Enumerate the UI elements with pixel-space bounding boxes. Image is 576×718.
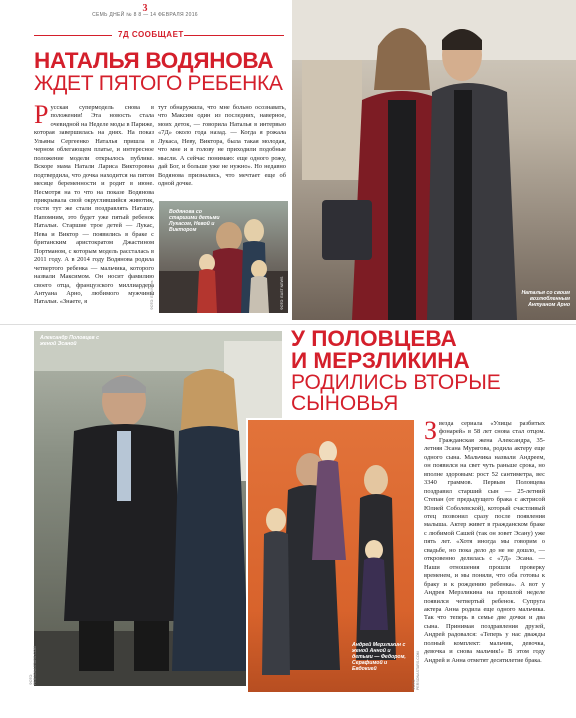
story2-subtitle-line1: РОДИЛИСЬ ВТОРЫЕ (291, 371, 501, 394)
rubric-rule-right (184, 35, 284, 36)
photo-vodyanova-kids (159, 201, 288, 313)
section-divider (0, 324, 576, 325)
story1-text-2: тут обнаружила, что мне больно осознавать, что Максим один из последних, наверное, моих деток, — говорила Наталья в интервью «7Д» около года назад. — Когда я рожала Лукаса, Неву, Виктора, была такая молодая, что мне и в голову не приходили подобные мысли. А сейчас понимаю: еще одного рожу, дай Бог, и больше уже не нужно». Но недавно Водянова признались, что мечтает еще об одной дочке. (158, 104, 286, 188)
photo-kids-caption: Водянова со старшими детьми Лукасом, Невой и Виктором (169, 209, 220, 233)
photo-credit-4: ФОТО: PERSONASTARS.COM (412, 651, 420, 690)
story1-subtitle: ЖДЕТ ПЯТОГО РЕБЕНКА (34, 72, 283, 95)
page-number: 3 (142, 3, 148, 14)
story2-subtitle-line2: СЫНОВЬЯ (291, 392, 399, 415)
photo-credit-2: ФОТО: EAST NEWS (280, 276, 284, 310)
story1-title: НАТАЛЬЯ ВОДЯНОВА (34, 48, 274, 73)
photo-couple-caption: Наталья со своим возлюбленным Антуаном Арно (521, 290, 570, 308)
issue-header: СЕМЬ ДНЕЙ № 8 8 — 14 ФЕВРАЛЯ 2016 (92, 12, 198, 18)
rubric-label: 7Д СООБЩАЕТ (118, 30, 184, 39)
story2-dropcap: З (424, 420, 438, 445)
story2-title-line2: И МЕРЗЛИКИНА (291, 348, 470, 373)
story1-dropcap: Р (34, 104, 49, 129)
story1-column-2 (158, 104, 286, 199)
photo-polovtsev-pair (34, 331, 282, 686)
photo-pair-illustration (34, 331, 282, 686)
photo-pair-caption: Александр Половцев с женой Эсаной (40, 335, 99, 347)
photo-credit-3: ФОТО: PERSONASTARS.COM (29, 646, 37, 685)
photo-credit-1: ФОТО: East News (150, 280, 154, 310)
rubric-rule-left (34, 35, 112, 36)
photo-family-caption: Андрей Мерзликин с женой Анной и детьми — Федором, Серафимой и Евдокией (352, 642, 406, 672)
story1-text-1: усская супермодель снова в положении! Эта новость стала очевидной на Неделе моды в Париже, которая завершилась на днях. На показ Ульяны Сергеенко Наталья пришла в черном облегающем платье, и интересное положение модели открылось публике. Вскоре мама Натали Лариса Викторовна подтвердила, что дочка находится на пятом месяце беременности и родит в июне. Несмотря на то что на показе Водянова прикрывала свой округлившийся животик, гости тут же стали поздравлять Наташу. Напомним, это будет уже пятый ребенок Натальи. Старшие трое детей — Лукас, Нева и Виктор — появились в браке с британским аристократом Джастином Портманом, с которым модель рассталась в 2011 году. А в 2014 году Водянова родила четвертого ребенка — мальчика, которого назвали Максимом. Он носит фамилию своего отца, французского миллиардера Антуана Арно, любимого мужчины Натальи. «Знаете, я (34, 104, 154, 306)
photo-merzlikin-family (246, 418, 416, 694)
story2-column (424, 420, 545, 692)
story1-column-1 (34, 104, 154, 322)
story2-title-line1: У ПОЛОВЦЕВА (291, 326, 457, 351)
photo-vodyanova-arno (292, 0, 576, 320)
story2-text: везда сериала «Улицы разбитых фонарей» в 58 лет снова стал отцом. Гражданская жена Александра, 35-летняя Эсана Мурягова, родила актеру еще одного сына. Мальчика назвали Андреем, он появился на свет чуть раньше срока, но вполне здоровым: рост 52 сантиметра, вес 3340 граммов. Первым Половцева поздравил старший сын — 25-летний Степан (от предыдущего брака с актрисой Юлией Соболевской), который счастливый отец позвонил сразу после появления малыша. Актер живет в гражданском браке с любимой Сашей (так он зовет Эсану) уже пять лет. «Хотя иногда мы говорим о свадьбе, но пока дело до не не дошло, — откровенно делилась с «7Д» Эсана. — Наши отношения прошли проверку временем, и мы поняли, что оба готовы к браку и к рождению ребенка». А вот у Андрея Мерзликина на прошлой неделе появился четвертый ребенок. Супруга актера Анна родила еще одного мальчика. Так что теперь в семье две дочки и два сына. Принимая поздравления друзей, Андрей радовался: «Теперь у нас дважды полный комплект: мальчик, девочка, девочка и снова мальчик!» В этом году Андрей и Анна отметят десятилетие брака. (424, 420, 545, 664)
photo-couple-illustration (292, 0, 576, 320)
